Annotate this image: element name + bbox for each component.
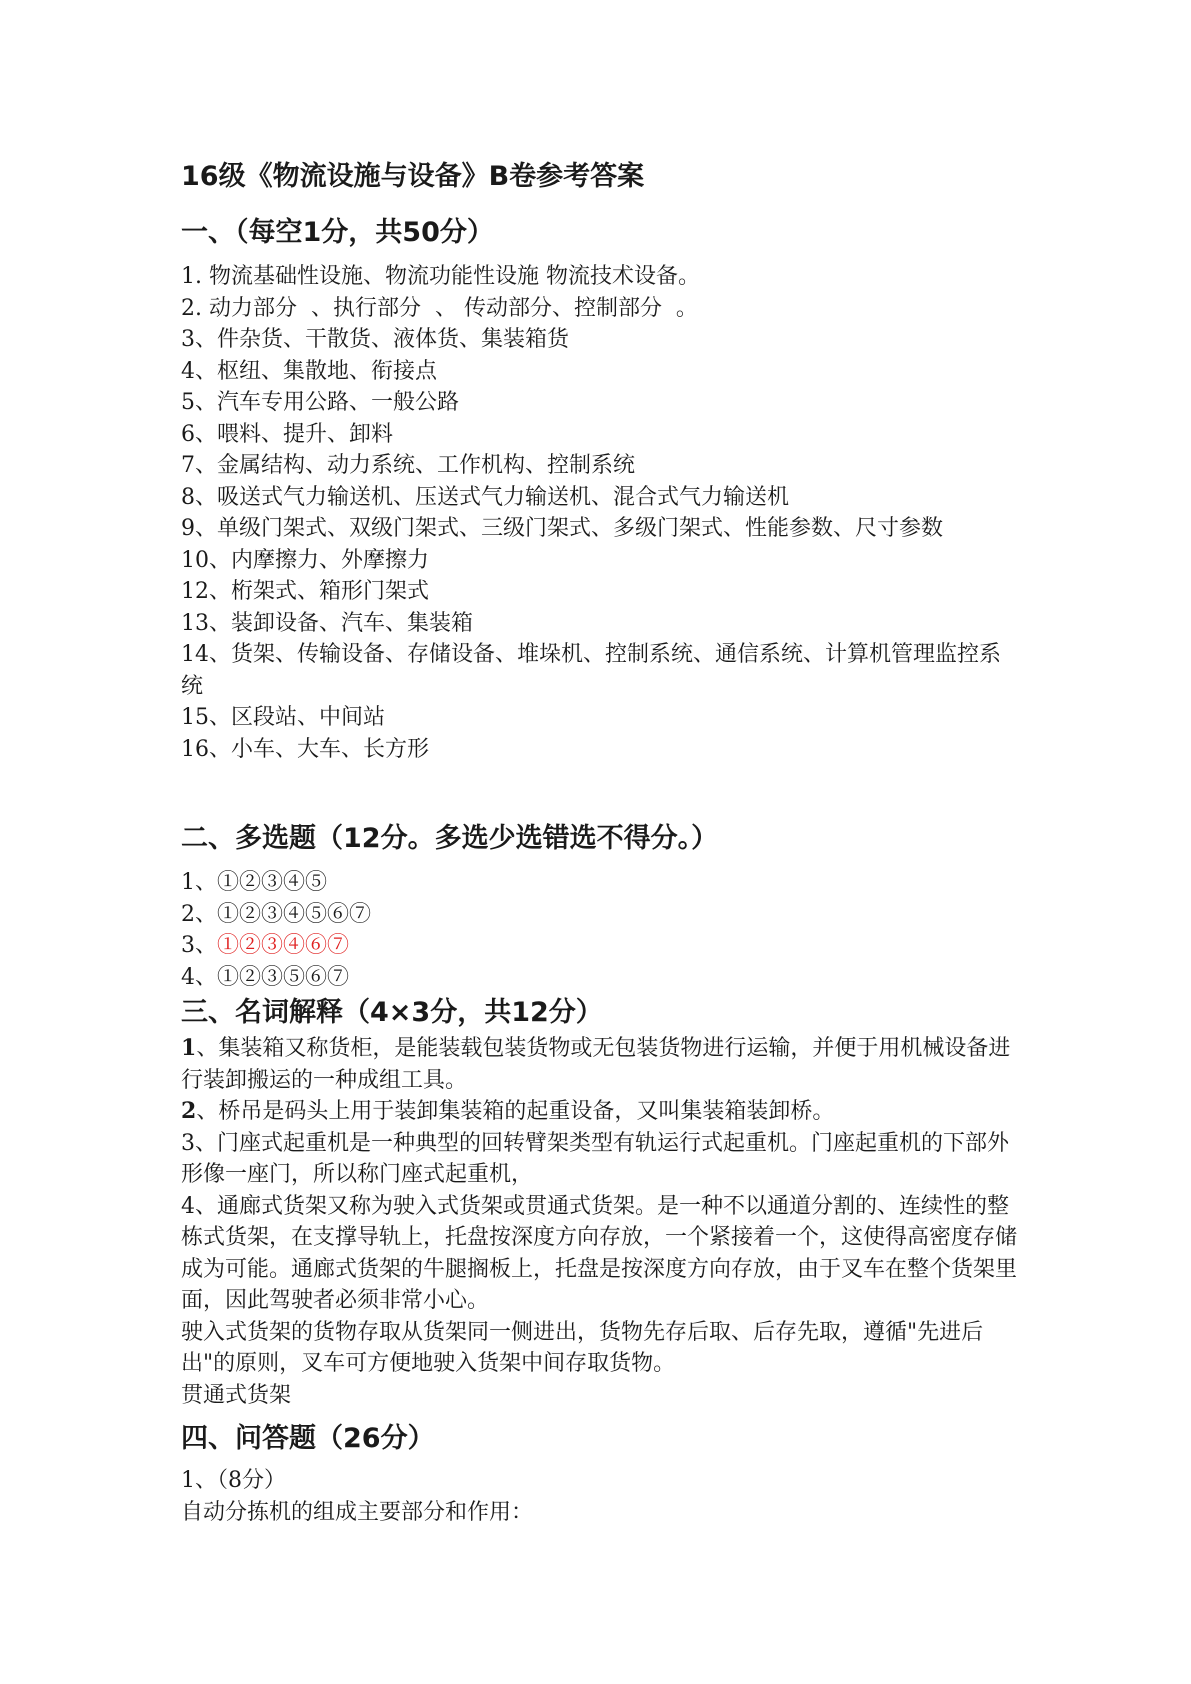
list-item — [181, 962, 1021, 994]
list-item: 7、金属结构、动力系统、工作机构、控制系统 — [181, 453, 635, 478]
definition-paragraph: 贯通式货架 — [181, 1382, 292, 1408]
definition-paragraph — [181, 1033, 1021, 1096]
paragraph-number: 2 — [181, 1098, 197, 1124]
definition-paragraph — [181, 1096, 1021, 1128]
section-4-heading: 四、问答题（26分） — [181, 1423, 435, 1454]
section-1-list — [181, 261, 1021, 765]
list-item: 6、喂料、提升、卸料 — [181, 421, 393, 447]
section-1-heading: 一、（每空1分，共50分） — [181, 217, 494, 248]
list-item: 16、小车、大车、长方形 — [181, 736, 429, 762]
list-item — [181, 899, 1021, 931]
document-title: 16级《物流设施与设备》B卷参考答案 — [181, 161, 645, 192]
question-text: 自动分拣机的组成主要部分和作用： — [181, 1499, 534, 1525]
section-3-body — [181, 1033, 1021, 1411]
list-item: 1. 物流基础性设施、物流功能性设施 物流技术设备。 — [181, 264, 700, 289]
list-item: 12、桁架式、箱形门架式 — [181, 579, 429, 604]
list-item: 8、吸送式气力输送机、压送式气力输送机、混合式气力输送机 — [181, 484, 789, 510]
item-answer-highlighted: ①②③④⑥⑦ — [217, 933, 350, 958]
section-2-heading: 二、多选题（12分。多选少选错选不得分。） — [181, 823, 719, 854]
list-item: 2. 动力部分 、执行部分 、 传动部分、控制部分 。 — [181, 295, 698, 321]
list-item: 14、货架、传输设备、存储设备、堆垛机、控制系统、通信系统、计算机管理监控系统 — [181, 642, 1001, 699]
item-answer: ①②③④⑤ — [217, 870, 328, 895]
list-item — [181, 867, 1021, 899]
paragraph-text: 、桥吊是码头上用于装卸集装箱的起重设备，又叫集装箱装卸桥。 — [196, 1099, 835, 1124]
item-answer: ①②③⑤⑥⑦ — [217, 964, 350, 990]
item-answer: ①②③④⑤⑥⑦ — [217, 901, 372, 927]
paragraph-text: 、集装箱又称货柜，是能装载包装货物或无包装货物进行运输，并便于用机械设备进行装卸搬运的一种成组工具。 — [181, 1036, 1011, 1093]
list-item: 15、区段站、中间站 — [181, 705, 385, 730]
section-4-body — [181, 1465, 1021, 1528]
section-2-list — [181, 867, 1021, 993]
list-item: 9、单级门架式、双级门架式、三级门架式、多级门架式、性能参数、尺寸参数 — [181, 516, 943, 541]
list-item: 4、枢纽、集散地、衔接点 — [181, 358, 437, 384]
definition-paragraph: 驶入式货架的货物存取从货架同一侧进出，货物先存后取、后存先取，遵循"先进后出"的原则，叉车可方便地驶入货架中间存取货物。 — [181, 1319, 984, 1376]
definition-paragraph: 3、门座式起重机是一种典型的回转臂架类型有轨运行式起重机。门座起重机的下部外形像一座门，所以称门座式起重机， — [181, 1130, 1009, 1187]
list-item: 13、装卸设备、汽车、集装箱 — [181, 610, 473, 636]
question-label: 1、（8分） — [181, 1468, 286, 1493]
definition-paragraph: 4、通廊式货架又称为驶入式货架或贯通式货架。是一种不以通道分割的、连续性的整栋式货架，在支撑导轨上，托盘按深度方向存放，一个紧接着一个，这使得高密度存储成为可能。通廊式货架的牛腿搁板上，托盘是按深度方向存放，由于叉车在整个货架里面，因此驾驶者必须非常小心。 — [181, 1193, 1018, 1313]
section-3-heading: 三、名词解释（4×3分，共12分） — [181, 997, 603, 1028]
list-item — [181, 930, 1021, 962]
item-number: 3、 — [181, 933, 217, 958]
item-number: 2、 — [181, 901, 217, 927]
paragraph-number: 1 — [181, 1035, 197, 1061]
item-number: 4、 — [181, 964, 217, 990]
list-item: 3、件杂货、干散货、液体货、集装箱货 — [181, 327, 569, 352]
document-content — [181, 155, 1021, 1528]
list-item: 5、汽车专用公路、一般公路 — [181, 390, 459, 415]
list-item: 10、内摩擦力、外摩擦力 — [181, 547, 429, 573]
item-number: 1、 — [181, 870, 217, 895]
